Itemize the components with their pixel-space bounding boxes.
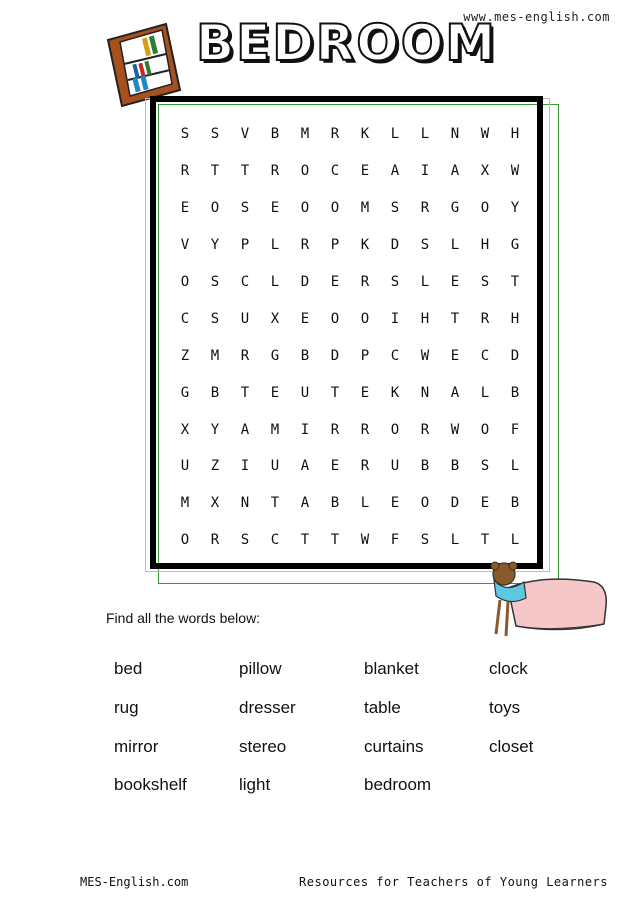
grid-letter: U [240, 310, 250, 327]
grid-letter: W [510, 163, 520, 180]
grid-letter: F [390, 532, 400, 549]
grid-letter: S [420, 532, 430, 549]
grid-letter: T [480, 532, 490, 549]
word-row [114, 727, 614, 766]
word-list [114, 650, 614, 805]
grid-letter: T [450, 310, 460, 327]
grid-letter: T [300, 532, 310, 549]
bookshelf-illustration [104, 18, 184, 108]
grid-letter: E [360, 384, 370, 401]
grid-letter: S [390, 200, 400, 217]
grid-letter: K [360, 237, 370, 254]
word-item: blanket [364, 659, 419, 679]
grid-letter: Y [510, 200, 520, 217]
grid-letter: K [390, 384, 400, 401]
grid-letter: T [330, 532, 340, 549]
grid-letter: W [450, 421, 460, 438]
grid-letter: B [330, 495, 340, 512]
grid-letter: E [390, 495, 400, 512]
grid-letter: L [450, 532, 460, 549]
grid-letter: S [240, 200, 250, 217]
grid-letter: U [390, 458, 400, 475]
grid-letter: E [480, 495, 490, 512]
grid-letter: R [360, 458, 370, 475]
grid-letter: D [330, 347, 340, 364]
word-item: dresser [239, 698, 296, 718]
bed-illustration [482, 560, 612, 640]
grid-letter: S [240, 532, 250, 549]
grid-letter: S [210, 126, 220, 143]
grid-letter: S [210, 310, 220, 327]
word-row [114, 766, 614, 805]
grid-letter: U [300, 384, 310, 401]
grid-letter: R [240, 347, 250, 364]
grid-letter: E [450, 274, 460, 290]
grid-letter: Z [210, 458, 220, 475]
site-url: www.mes-english.com [463, 10, 610, 24]
grid-letter: C [390, 347, 400, 364]
grid-letter: T [330, 384, 340, 401]
grid-letter: C [270, 532, 280, 549]
grid-row [170, 485, 530, 522]
grid-letter: X [180, 421, 190, 438]
grid-letter: O [330, 310, 340, 327]
grid-letter: I [390, 310, 400, 327]
grid-letter: P [360, 347, 370, 364]
grid-letter: I [240, 458, 250, 475]
grid-letter: V [180, 237, 190, 254]
grid-letter: P [240, 237, 250, 254]
grid-letter: G [180, 384, 190, 401]
grid-letter: B [510, 495, 520, 512]
grid-letter: T [510, 274, 520, 290]
grid-letter: H [510, 310, 520, 327]
grid-letter: M [210, 347, 220, 364]
grid-letter: L [420, 126, 430, 143]
grid-letter: E [300, 310, 310, 327]
grid-letter: O [420, 495, 430, 512]
grid-letter: W [480, 126, 490, 143]
grid-letter: I [420, 163, 430, 180]
grid-letter: X [480, 163, 490, 180]
grid-letter: O [390, 421, 400, 438]
grid-letter: O [300, 200, 310, 217]
grid-letter: H [480, 237, 490, 254]
word-item: light [239, 775, 271, 795]
word-item: table [364, 698, 401, 718]
grid-letter: P [330, 237, 340, 254]
grid-letter: A [450, 384, 460, 401]
grid-row [170, 116, 530, 153]
grid-letter: R [480, 310, 490, 327]
grid-letter: S [480, 458, 490, 475]
grid-letter: C [240, 274, 250, 290]
word-item: bed [114, 659, 143, 679]
grid-letter: O [330, 200, 340, 217]
grid-letter: D [450, 495, 460, 512]
grid-letter: A [390, 163, 400, 180]
grid-letter: U [270, 458, 280, 475]
grid-letter: G [450, 200, 460, 217]
footer-tagline: Resources for Teachers of Young Learners [299, 875, 608, 889]
grid-letter: O [360, 310, 370, 327]
grid-letter: R [420, 421, 430, 438]
grid-letter: R [270, 163, 280, 180]
grid-letter: L [360, 495, 370, 512]
grid-letter: N [420, 384, 430, 401]
grid-letter: B [270, 126, 280, 143]
grid-row [170, 522, 530, 559]
page-title: BEDROOM [196, 14, 498, 72]
grid-letter: S [390, 274, 400, 290]
grid-letter: L [480, 384, 490, 401]
grid-row [170, 190, 530, 227]
grid-letter: B [300, 347, 310, 364]
grid-letter: H [510, 126, 520, 143]
grid-letter: S [480, 274, 490, 290]
grid-letter: R [300, 237, 310, 254]
grid-letter: D [510, 347, 520, 364]
grid-letter: E [360, 163, 370, 180]
grid-letter: N [450, 126, 460, 143]
word-item: stereo [239, 736, 287, 756]
grid-letter: A [300, 495, 310, 512]
grid-letter: R [360, 274, 370, 290]
word-item: bedroom [364, 775, 432, 795]
word-item: rug [114, 698, 139, 718]
grid-row [170, 300, 530, 337]
grid-letter: H [420, 310, 430, 327]
word-item: curtains [364, 736, 424, 756]
grid-letter: W [420, 347, 430, 364]
grid-letter: R [330, 126, 340, 143]
grid-letter: B [450, 458, 460, 475]
grid-letter: R [360, 421, 370, 438]
word-item: toys [489, 698, 521, 718]
grid-row [170, 264, 530, 301]
grid-letter: M [360, 200, 370, 217]
grid-letter: O [180, 274, 190, 290]
grid-letter: T [240, 163, 250, 180]
grid-letter: L [390, 126, 400, 143]
grid-letter: U [180, 458, 190, 475]
grid-letter: S [420, 237, 430, 254]
word-search-grid [170, 116, 530, 559]
grid-letter: M [300, 126, 310, 143]
grid-letter: B [420, 458, 430, 475]
grid-letter: T [210, 163, 220, 180]
word-item: clock [489, 659, 528, 679]
grid-letter: G [510, 237, 520, 254]
grid-row [170, 374, 530, 411]
footer-site: MES-English.com [80, 875, 189, 889]
grid-letter: R [180, 163, 190, 180]
word-item: closet [489, 736, 534, 756]
grid-letter: E [330, 458, 340, 475]
grid-letter: L [270, 274, 280, 290]
grid-row [170, 337, 530, 374]
grid-letter: E [180, 200, 190, 217]
grid-letter: B [510, 384, 520, 401]
grid-letter: E [450, 347, 460, 364]
grid-letter: L [420, 274, 430, 290]
grid-letter: A [240, 421, 250, 438]
grid-letter: S [180, 126, 190, 143]
grid-letter: D [390, 237, 400, 254]
grid-row [170, 411, 530, 448]
grid-letter: A [450, 163, 460, 180]
grid-letter: L [510, 532, 520, 549]
grid-letter: K [360, 126, 370, 143]
grid-letter: X [210, 495, 220, 512]
grid-letter: F [510, 421, 520, 438]
grid-letter: O [480, 421, 490, 438]
grid-letter: C [180, 310, 190, 327]
grid-letter: R [210, 532, 220, 549]
word-item: mirror [114, 736, 159, 756]
grid-letter: M [270, 421, 280, 438]
word-item: bookshelf [114, 775, 187, 795]
grid-letter: O [180, 532, 190, 549]
grid-row [170, 227, 530, 264]
grid-letter: T [240, 384, 250, 401]
grid-letter: L [270, 237, 280, 254]
grid-row [170, 448, 530, 485]
grid-letter: O [300, 163, 310, 180]
grid-letter: C [330, 163, 340, 180]
grid-letter: S [210, 274, 220, 290]
instructions: Find all the words below: [106, 610, 261, 626]
grid-row [170, 153, 530, 190]
grid-letter: M [180, 495, 190, 512]
grid-letter: G [270, 347, 280, 364]
grid-letter: L [510, 458, 520, 475]
grid-letter: I [300, 421, 310, 438]
grid-letter: A [300, 458, 310, 475]
word-item: pillow [239, 659, 282, 679]
grid-letter: W [360, 532, 370, 549]
grid-letter: D [300, 274, 310, 290]
grid-letter: T [270, 495, 280, 512]
grid-letter: Y [210, 421, 220, 438]
grid-letter: B [210, 384, 220, 401]
grid-letter: O [480, 200, 490, 217]
grid-letter: N [240, 495, 250, 512]
word-row [114, 650, 614, 689]
grid-letter: R [330, 421, 340, 438]
grid-letter: L [450, 237, 460, 254]
grid-letter: E [270, 384, 280, 401]
word-row [114, 689, 614, 728]
grid-letter: C [480, 347, 490, 364]
grid-letter: E [270, 200, 280, 217]
grid-letter: E [330, 274, 340, 290]
grid-letter: O [210, 200, 220, 217]
grid-letter: R [420, 200, 430, 217]
grid-letter: Y [210, 237, 220, 254]
grid-letter: Z [180, 347, 190, 364]
grid-letter: X [270, 310, 280, 327]
grid-letter: V [240, 126, 250, 143]
